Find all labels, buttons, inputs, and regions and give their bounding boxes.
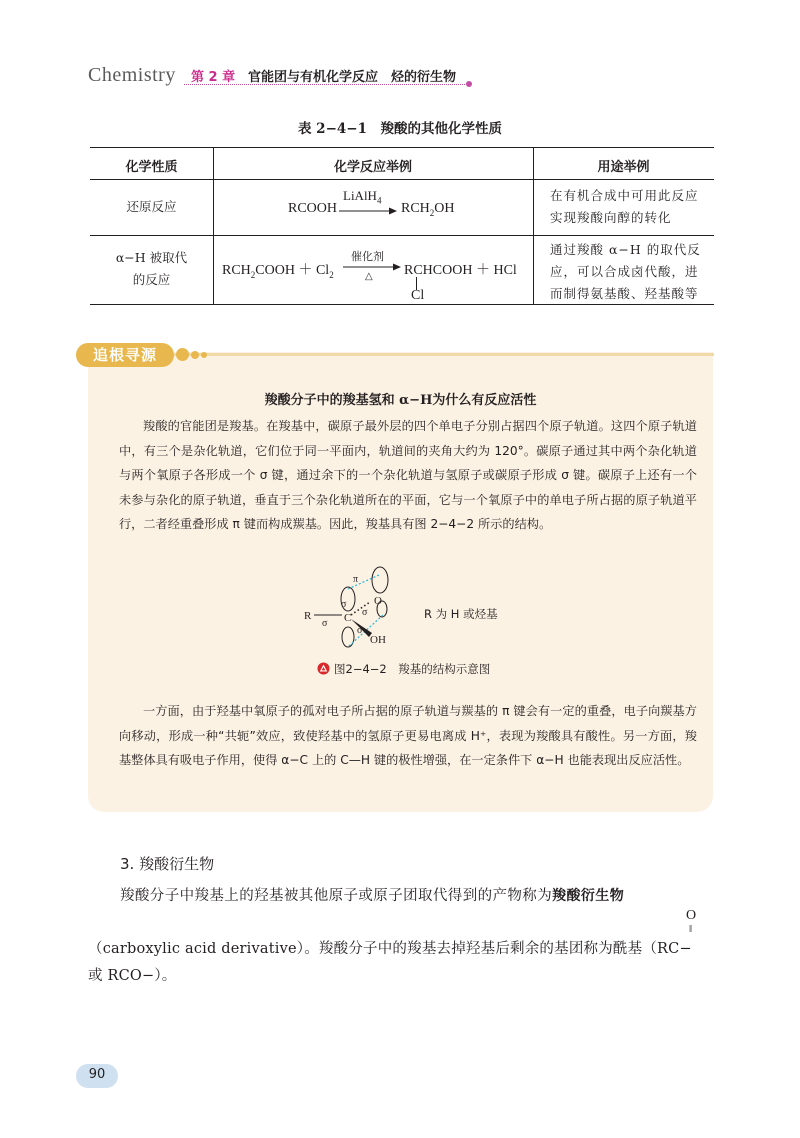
figure-caption: 图2−4−2 羧基的结构示意图 — [334, 662, 491, 676]
acyl-double-bond: ‖ — [689, 923, 693, 935]
badge-dot — [201, 352, 207, 358]
table-header-rule — [90, 179, 714, 180]
heat-symbol: △ — [365, 271, 373, 282]
header-brand: Chemistry — [88, 64, 176, 86]
fig-label-o: O — [374, 595, 382, 607]
badge-dot — [191, 351, 199, 359]
table-row1-product: $RCH_2OH$ — [401, 201, 455, 218]
info-box-paragraph-2: 一方面，由于羟基中氧原子的孤对电子所占据的原子轨道与羰基的 π 键会有一定的重叠，电子向羰基方向移动，形成一种“共轭”效应，致使羟基中的氢原子更易电离成 H⁺，表现为羧酸具有酸性。另一方面，羧基整体具有吸电子作用，使得 α−C 上的 C—H 键的极性增强，在一定条件下 α−H 也能表现出反应活性。 — [119, 704, 697, 768]
header-chapter: 第 2 章 — [191, 70, 236, 85]
section-paragraph-line: 羧酸分子中羧基上的羟基被其他原子或原子团取代得到的产物称为羧酸衍生物 — [120, 888, 625, 904]
table-top-rule — [90, 147, 714, 148]
info-box-paragraph-1: 羧酸的官能团是羧基。在羧基中，碳原子最外层的四个单电子分别占据四个原子轨道。这四个原子轨道中，有三个是杂化轨道，它们位于同一平面内，轨道间的夹角大约为 120°。碳原子通过其中两个杂化轨道与两个氧原子各形成一个 σ 键，通过余下的一个杂化轨道与氢原子或碳原子形成 σ 键。碳原子上还有一个未参与杂化的原子轨道，垂直于三个杂化轨道所在的平面，它与一个氧原子中的单电子所占据的原子轨道平行，二者经重叠形成 π 键而构成羰基。因此，羧基具有图 2−4−2 所示的结构。 — [119, 419, 697, 532]
table-row2-reactants: $RCH_2COOH + Cl_2$ — [222, 263, 334, 280]
info-box-badge: 追根寻源 — [76, 343, 174, 367]
reaction-arrow-icon — [339, 206, 397, 216]
fig-label-c: C — [344, 612, 352, 624]
table-header-reaction: 化学反应举例 — [333, 160, 412, 175]
fig-label-r: R — [304, 610, 312, 622]
table-header-property: 化学性质 — [125, 160, 178, 175]
fig-label-sigma: σ — [357, 625, 363, 636]
section-paragraph-line: 或 RCO−）。 — [88, 968, 177, 984]
table-row-separator — [90, 235, 714, 236]
table-row1-reactant: RCOOH — [288, 201, 338, 216]
table-row1-use: 在有机合成中可用此反应 实现羧酸向醇的转化 — [550, 188, 699, 225]
figure-triangle-icon — [317, 662, 330, 675]
table-row1-property: 还原反应 — [126, 199, 177, 214]
table-row2-use: 通过羧酸 α−H 的取代反 应，可以合成卤代酸，进 而制得氨基酸、羟基酸等 — [550, 242, 701, 301]
info-box-title: 羧酸分子中的羧基氢和 α−H为什么有反应活性 — [264, 393, 537, 408]
fig-label-pi: π — [353, 574, 359, 585]
table-row2-substituent: Cl — [411, 288, 425, 303]
fig-label-sigma: σ — [322, 618, 328, 629]
acyl-oxygen-label: O — [686, 908, 697, 923]
header-title: 官能团与有机化学反应 烃的衍生物 — [248, 70, 457, 85]
table-row2-catalyst: 催化剂 — [351, 250, 384, 263]
term-carboxylic-derivative: 羧酸衍生物 — [552, 888, 625, 904]
figure-note: R 为 H 或烃基 — [424, 607, 498, 621]
fig-label-sigma: σ — [362, 607, 368, 618]
badge-dot — [176, 348, 189, 361]
header-rule-dot — [466, 81, 472, 87]
info-box-top-rule — [150, 353, 714, 356]
section-paragraph-line: （carboxylic acid derivative）。羧酸分子中的羧基去掉羟基后剩余的基团称为酰基（RC− — [88, 941, 692, 957]
page-number: 90 — [88, 1067, 106, 1082]
table-row1-reagent: LiAlH$_4$ — [343, 188, 382, 206]
carboxyl-structure-diagram — [300, 563, 410, 655]
header-dotted-rule — [184, 84, 469, 85]
fig-label-oh: OH — [370, 634, 386, 646]
table-caption: 表 2−4−1 羧酸的其他化学性质 — [297, 121, 502, 137]
table-row2-product: RCHCOOH ＋ HCl — [404, 263, 517, 278]
fig-label-sigma: σ — [341, 599, 347, 610]
table-header-use: 用途举例 — [597, 160, 650, 175]
section-heading: 3. 羧酸衍生物 — [120, 855, 215, 873]
table-row2-property: α−H 被取代 的反应 — [115, 250, 188, 287]
